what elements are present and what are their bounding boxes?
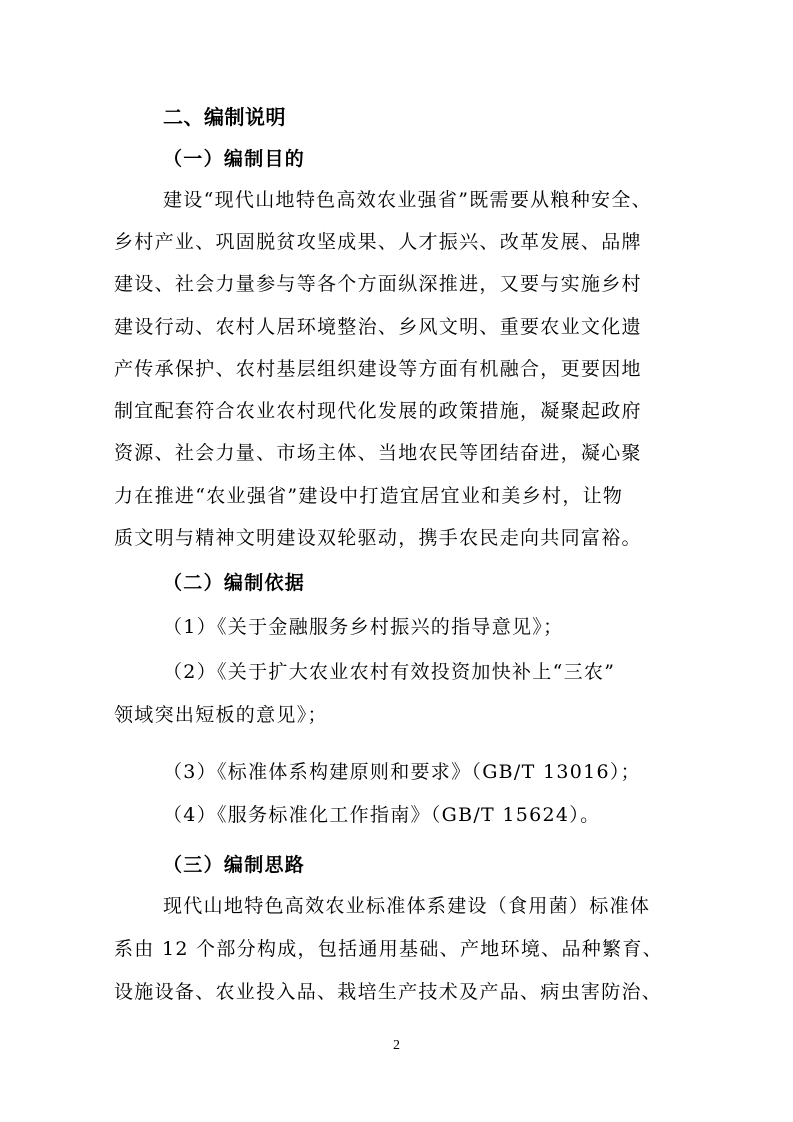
approach-line: 系由 12 个部分构成，包括通用基础、产地环境、品种繁育、 <box>114 938 663 960</box>
approach-line: 现代山地特色高效农业标准体系建设（食用菌）标准体 <box>163 895 651 917</box>
purpose-line: 力在推进“农业强省”建设中打造宜居宜业和美乡村，让物 <box>114 485 624 507</box>
purpose-line: 建设、社会力量参与等各个方面纵深推进，又要与实施乡村 <box>114 273 642 295</box>
purpose-heading: （一）编制目的 <box>163 148 306 170</box>
basis-item-continuation: 领域突出短板的意见》； <box>114 704 328 726</box>
basis-item: （4）《服务标准化工作指南》（GB/T 15624）。 <box>163 804 601 826</box>
page-number: 2 <box>393 1038 400 1053</box>
section-title: 二、编制说明 <box>163 105 286 129</box>
purpose-line: 资源、社会力量、市场主体、当地农民等团结奋进，凝心聚 <box>114 442 642 464</box>
basis-item: （2）《关于扩大农业农村有效投资加快补上“三农” <box>163 661 616 683</box>
purpose-line: 质文明与精神文明建设双轮驱动，携手农民走向共同富裕。 <box>114 527 642 549</box>
approach-heading: （三）编制思路 <box>163 854 306 876</box>
purpose-line: 产传承保护、农村基层组织建设等方面有机融合，更要因地 <box>114 358 642 380</box>
approach-line: 设施设备、农业投入品、栽培生产技术及产品、病虫害防治、 <box>114 981 663 1003</box>
basis-item: （3）《标准体系构建原则和要求》（GB/T 13016）； <box>163 761 641 783</box>
purpose-line: 制宜配套符合农业农村现代化发展的政策措施，凝聚起政府 <box>114 400 642 422</box>
purpose-line: 建设“现代山地特色高效农业强省”既需要从粮种安全、 <box>163 189 652 211</box>
basis-item: （1）《关于金融服务乡村振兴的指导意见》； <box>163 616 564 638</box>
basis-heading: （二）编制依据 <box>163 572 306 594</box>
purpose-line: 建设行动、农村人居环境整治、乡风文明、重要农业文化遗 <box>114 316 642 338</box>
purpose-line: 乡村产业、巩固脱贫攻坚成果、人才振兴、改革发展、品牌 <box>114 231 642 253</box>
